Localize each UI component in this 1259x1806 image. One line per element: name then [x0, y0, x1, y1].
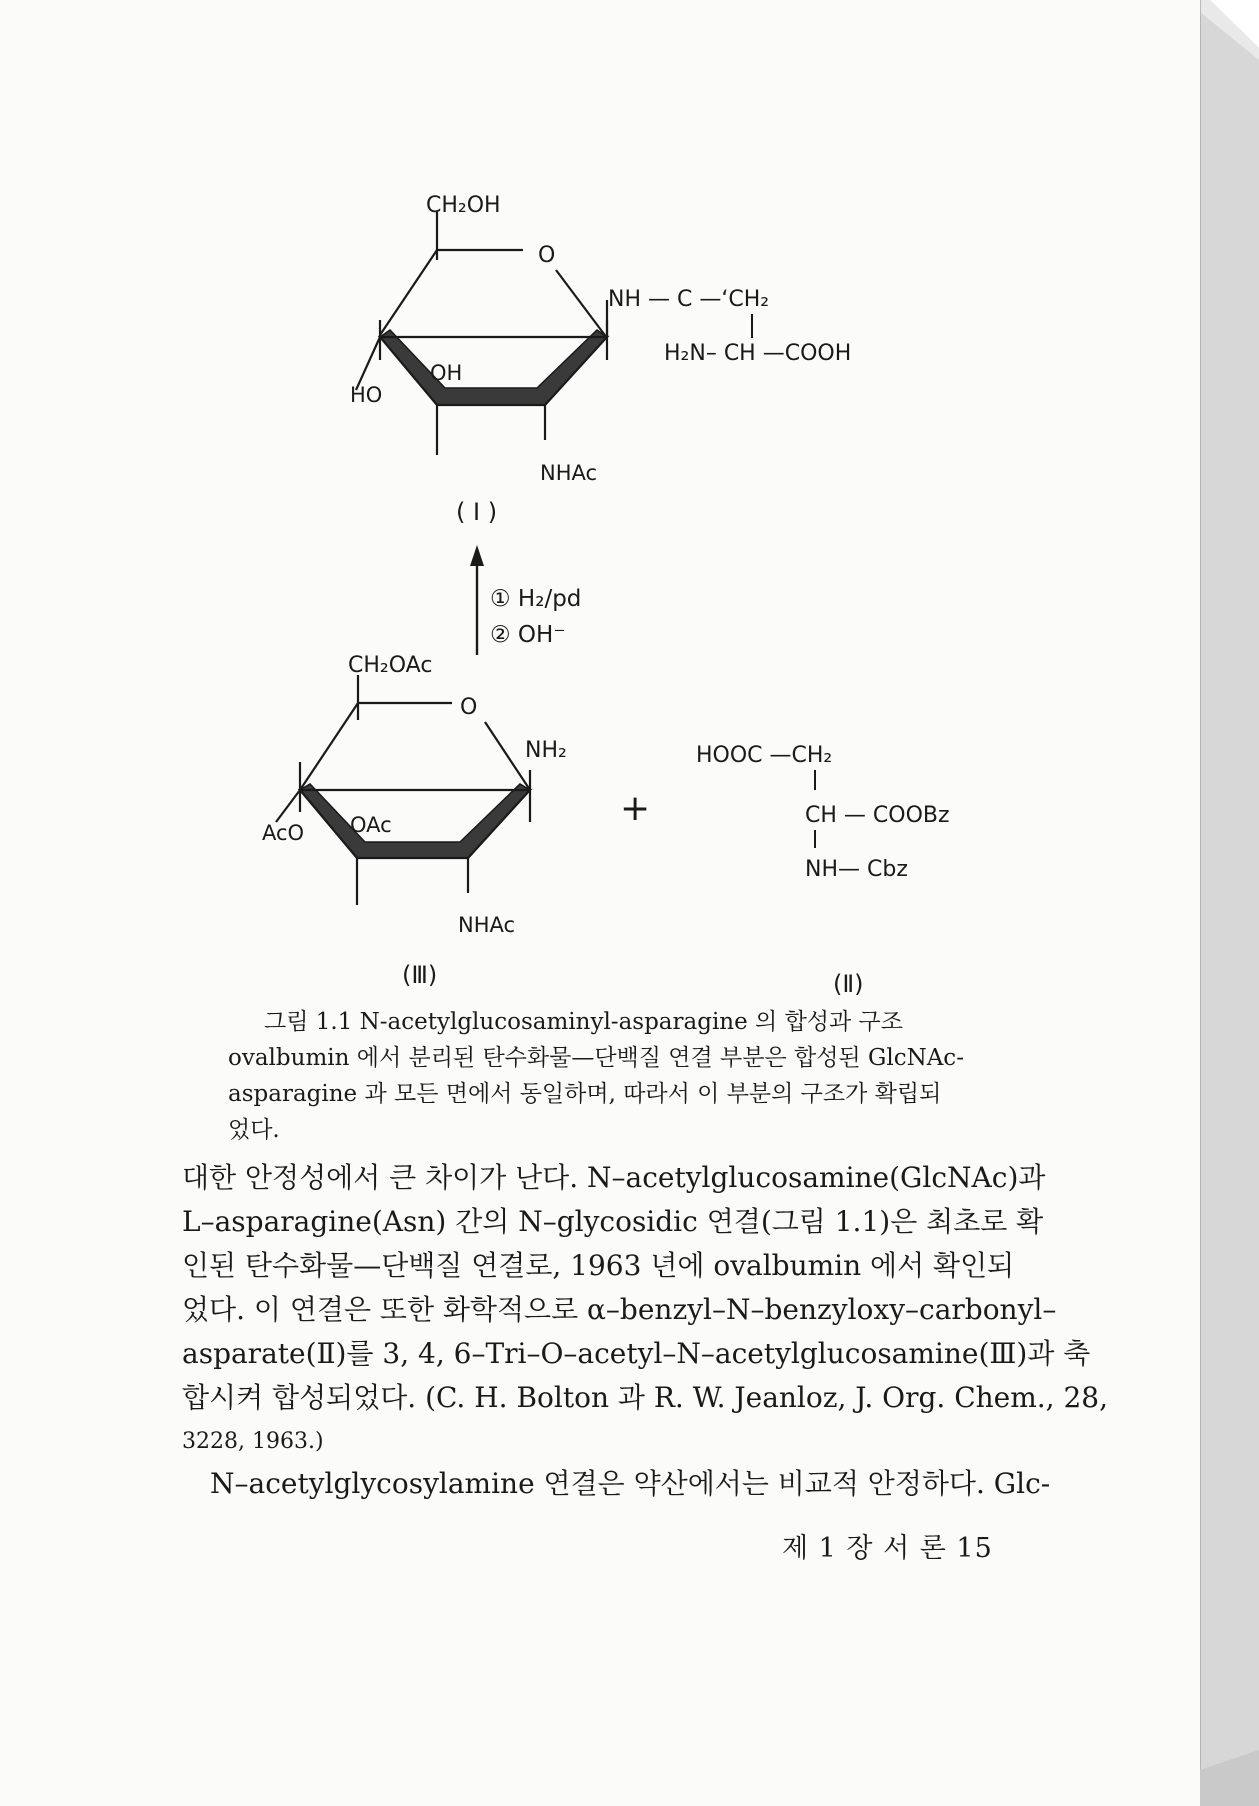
plus-sign: +: [620, 788, 651, 829]
body-line-8: N–acetylglycosylamine 연결은 약산에서는 비교적 안정하다. Glc-: [210, 1467, 1051, 1500]
caption-line-1: 그림 1.1 N-acetylglucosaminyl-asparagine 의 합성과 구조: [264, 1009, 903, 1035]
structure-i-ho: HO: [350, 383, 383, 407]
structure-iii-aco: AcO: [262, 821, 305, 845]
body-line-4: 었다. 이 연결은 또한 화학적으로 α–benzyl–N–benzyloxy–carbonyl–: [182, 1293, 1057, 1326]
reaction-step-1: ① H₂/pd: [490, 586, 582, 612]
structure-i-label: ( I ): [456, 498, 498, 526]
structure-ii-line-3: NH— Cbz: [805, 857, 908, 882]
structure-iii-nh2: NH₂: [525, 738, 567, 763]
caption-line-4: 었다.: [228, 1117, 280, 1143]
structure-iii-oac: OAc: [350, 813, 392, 837]
structure-iii-nhac: NHAc: [458, 913, 516, 937]
body-line-5: asparate(Ⅱ)를 3, 4, 6–Tri–O–acetyl–N–acetylglucosamine(Ⅲ)과 축: [182, 1337, 1091, 1370]
structure-i-shaded-bond: [380, 330, 607, 405]
structure-i-oh: OH: [430, 361, 463, 385]
structure-iii-ch2oac: CH₂OAc: [348, 653, 433, 678]
caption-line-3: asparagine 과 모든 면에서 동일하며, 따라서 이 부분의 구조가 확립되: [228, 1081, 942, 1107]
book-spine: [1200, 0, 1259, 1806]
body-line-6: 합시켜 합성되었다. (C. H. Bolton 과 R. W. Jeanloz, J. Org. Chem., 28,: [182, 1381, 1109, 1414]
reaction-step-2: ② OH⁻: [490, 622, 566, 648]
structure-iii-shaded-bond: [300, 784, 530, 858]
structure-ii-label: (Ⅱ): [833, 970, 864, 998]
structure-iii-ring-oxygen: O: [460, 695, 478, 720]
structure-i-side-chain-top: NH — C —‘CH₂: [608, 287, 770, 312]
running-footer: 제 1 장 서 론 15: [782, 1533, 993, 1564]
structure-ii-line-2: CH — COOBz: [805, 803, 950, 828]
structure-i-nhac: NHAc: [540, 461, 598, 485]
structure-i-ch2oh: CH₂OH: [426, 193, 501, 218]
reaction-arrow: [470, 545, 484, 655]
structure-i-side-chain-bottom: H₂N– CH —COOH: [664, 341, 852, 366]
structure-ii-line-1: HOOC —CH₂: [696, 743, 833, 768]
structure-iii-label: (Ⅲ): [402, 961, 438, 989]
body-line-2: L–asparagine(Asn) 간의 N–glycosidic 연결(그림 1.1)은 최초로 확: [182, 1205, 1044, 1238]
body-line-1: 대한 안정성에서 큰 차이가 난다. N–acetylglucosamine(GlcNAc)과: [182, 1161, 1046, 1194]
body-line-3: 인된 탄수화물—단백질 연결로, 1963 년에 ovalbumin 에서 확인되: [182, 1249, 1015, 1282]
body-line-7: 3228, 1963.): [182, 1429, 324, 1454]
caption-line-2: ovalbumin 에서 분리된 탄수화물—단백질 연결 부분은 합성된 GlcNAc-: [228, 1045, 964, 1071]
structure-i-ring-oxygen: O: [538, 243, 556, 268]
